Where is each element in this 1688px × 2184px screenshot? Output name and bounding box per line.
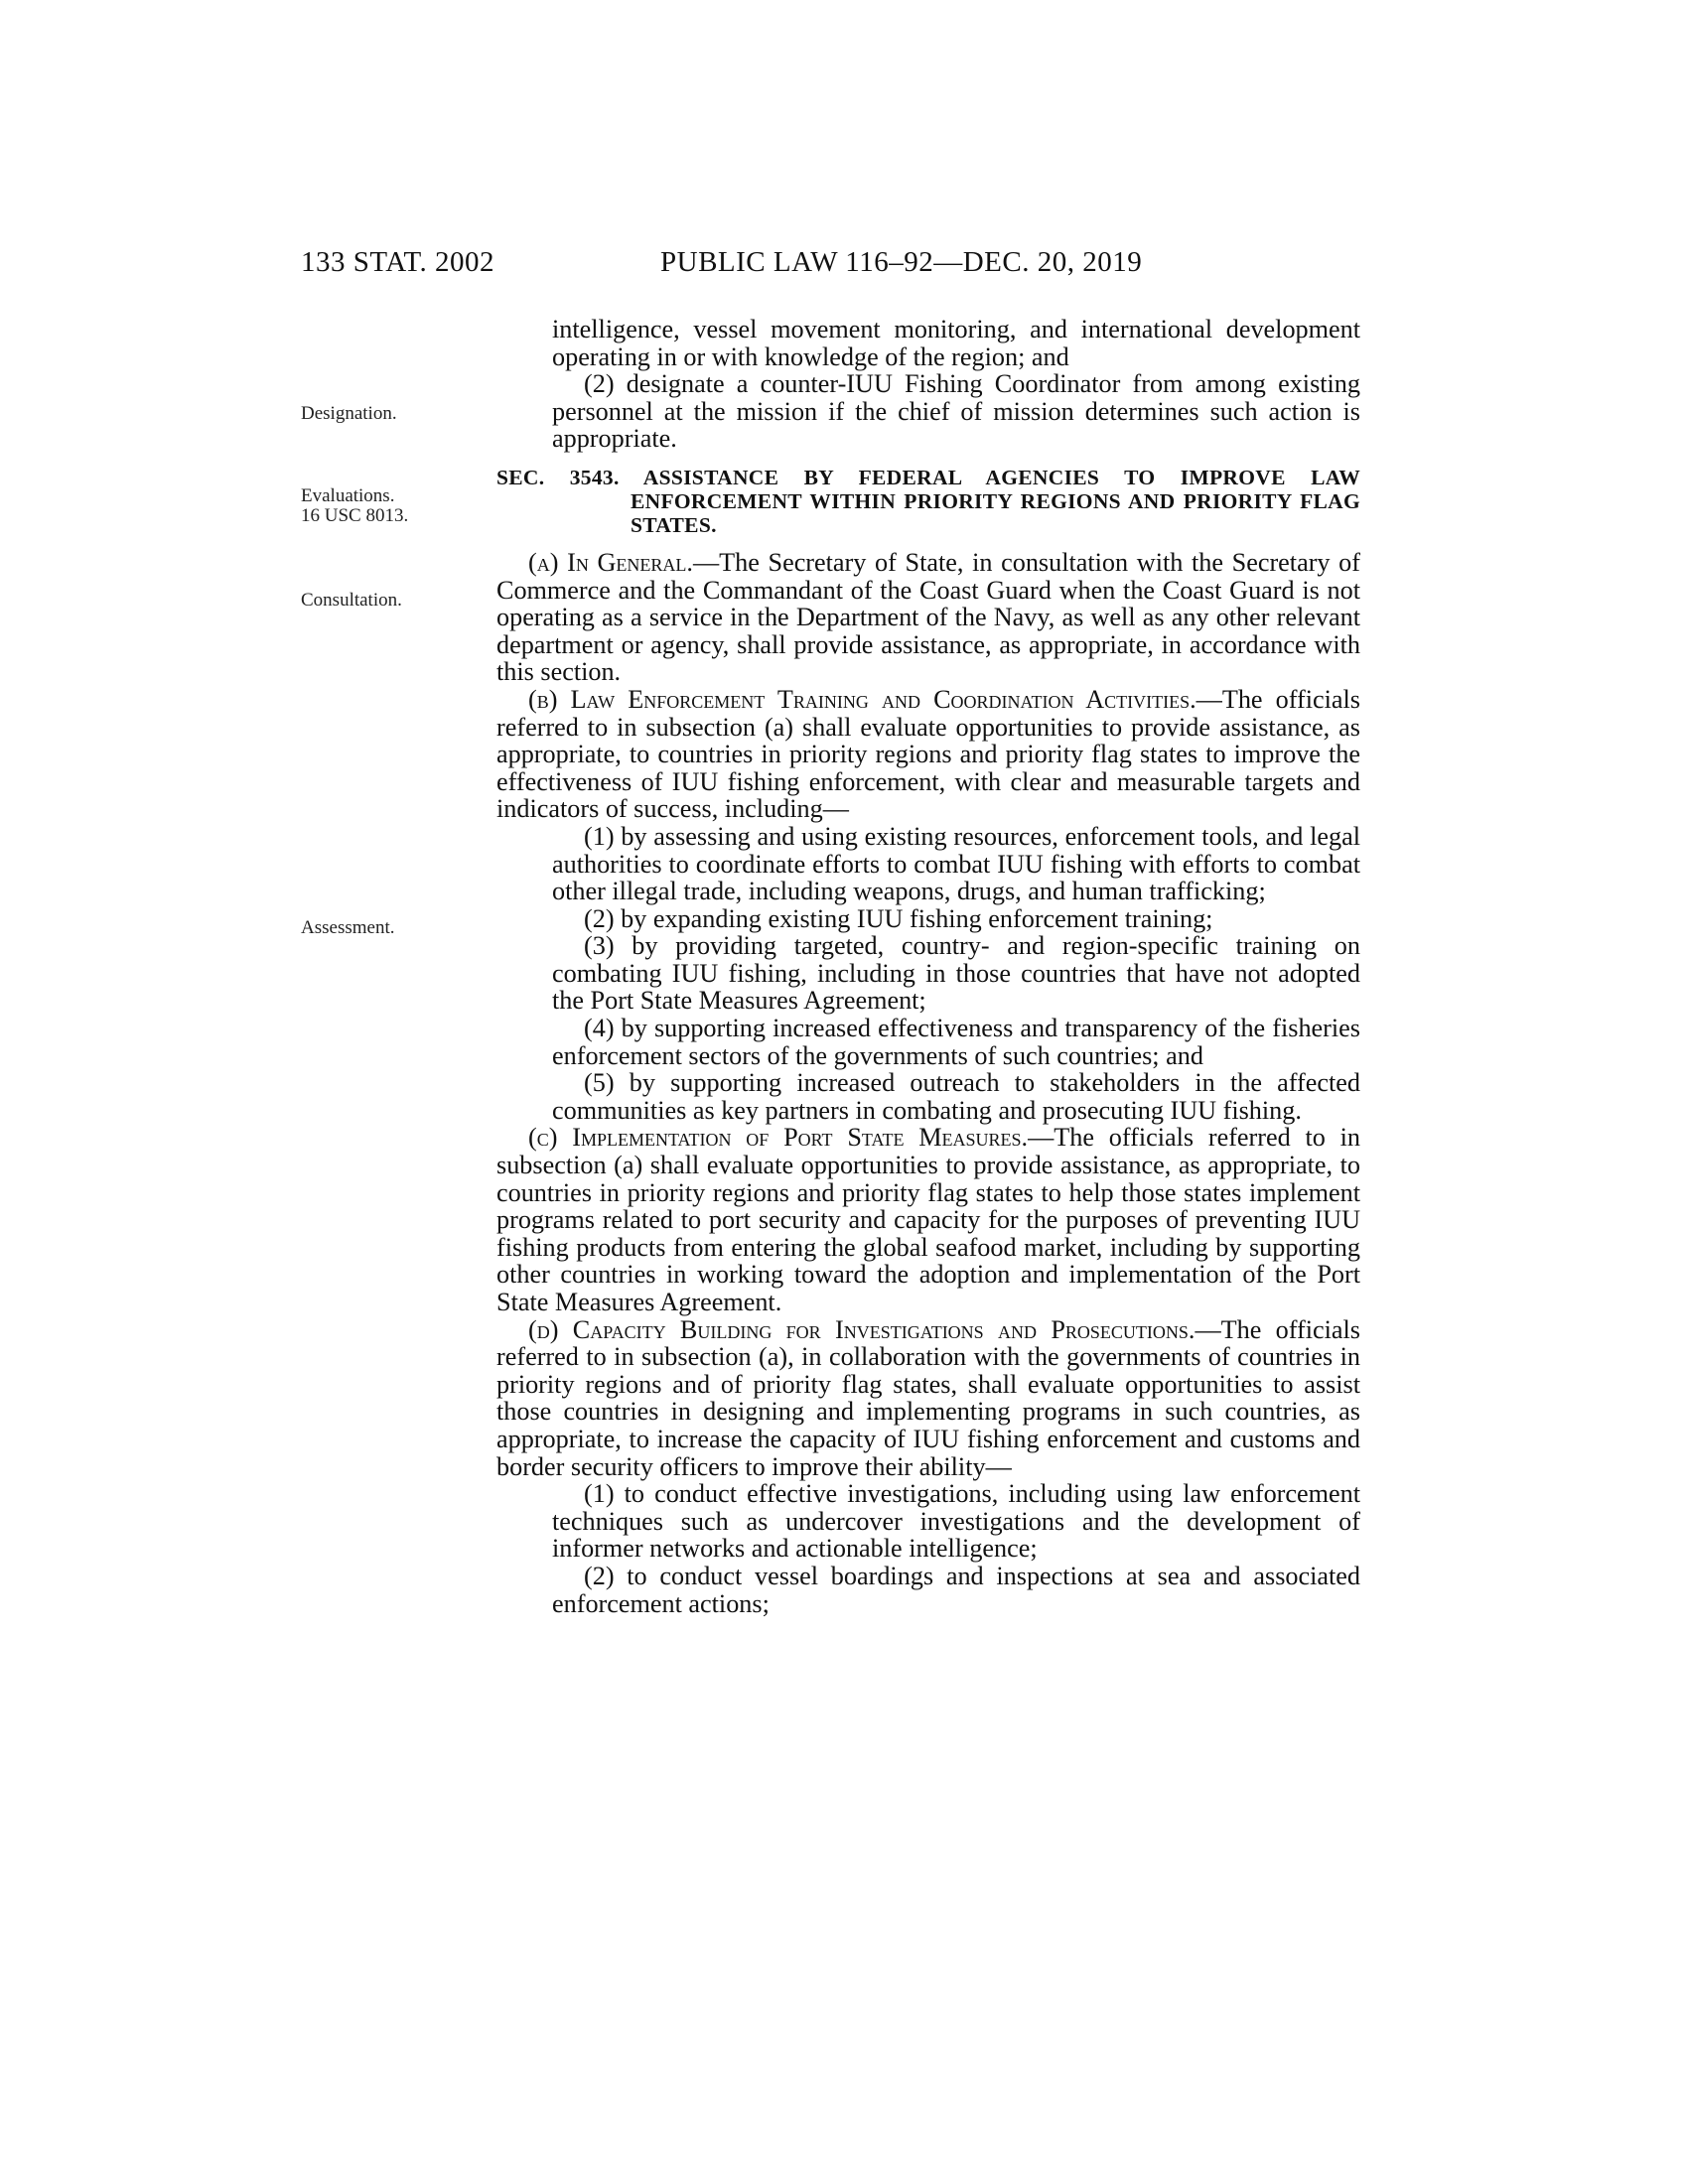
public-law-title: PUBLIC LAW 116–92—DEC. 20, 2019 <box>660 246 1143 278</box>
subsection-a-text: —The Secretary of State, in consultation with the Secretary of Commerce and the Commandant of the Coast Guard when the Coast Guard is not operating as a service in the Department of the Navy, as well as any other relevant department or agency, shall provide assistance, as appropriate, in accordance with this section. <box>496 547 1360 687</box>
subsection-d-label: (d) Capacity Building for Investigations and Prosecutions. <box>528 1314 1196 1344</box>
paragraph-2: (2) designate a counter-IUU Fishing Coordinator from among existing personnel at the mission if the chief of mission determines such action is appropriate. <box>552 369 1360 454</box>
subsection-b <box>496 686 1360 823</box>
subsection-d-item-1: (1) to conduct effective investigations, including using law enforcement techniques such as undercover investigations and the development of informer networks and actionable intelligence; <box>552 1479 1360 1564</box>
margin-note-usc: 16 USC 8013. <box>301 505 409 526</box>
subsection-b-item-5: (5) by supporting increased outreach to stakeholders in the affected communities as key partners in combating and prosecuting IUU fishing. <box>552 1068 1360 1125</box>
margin-note-consultation: Consultation. <box>301 590 402 611</box>
subsection-b-item-1: (1) by assessing and using existing resources, enforcement tools, and legal authorities to coordinate efforts to combat IUU fishing with efforts to combat other illegal trade, including weapons, drugs, and human trafficking; <box>552 821 1360 906</box>
section-heading: SEC. 3543. ASSISTANCE BY FEDERAL AGENCIES TO IMPROVE LAW ENFORCEMENT WITHIN PRIORITY REGIONS AND PRIORITY FLAG STATES. <box>496 465 1360 537</box>
subsection-b-item-4: (4) by supporting increased effectiveness and transparency of the fisheries enforcement sectors of the governments of such countries; and <box>552 1014 1360 1070</box>
subsection-c-text: —The officials referred to in subsection (a) shall evaluate opportunities to provide assistance, as appropriate, to countries in priority regions and priority flag states to help those states implement programs related to port security and capacity for the purposes of preventing IUU fishing products from entering the global seafood market, including by supporting other countries in working toward the adoption and implementation of the Port State Measures Agreement. <box>496 1123 1361 1316</box>
margin-note-evaluations: Evaluations. <box>301 485 395 506</box>
subsection-b-item-3: (3) by providing targeted, country- and region-specific training on combating IUU fishing, including in those countries that have not adopted the Port State Measures Agreement; <box>552 931 1360 1016</box>
subsection-d-text: —The officials referred to in subsection (a), in collaboration with the governments of countries in priority regions and of priority flag states, shall evaluate opportunities to assist those countries in designing and implementing programs in such countries, as appropriate, to increase the capacity of IUU fishing enforcement and customs and border security officers to improve their ability— <box>496 1314 1360 1481</box>
subsection-b-text: —The officials referred to in subsection (a) shall evaluate opportunities to provide assistance, as appropriate, to countries in priority regions and priority flag states to improve the effectiveness of IUU fishing enforcement, with clear and measurable targets and indicators of success, including— <box>496 684 1360 824</box>
page-header <box>0 246 1688 286</box>
statute-page-number: 133 STAT. 2002 <box>301 246 495 278</box>
margin-note-assessment: Assessment. <box>301 917 395 938</box>
subsection-d-item-2: (2) to conduct vessel boardings and inspections at sea and associated enforcement actions; <box>552 1561 1360 1618</box>
margin-note-designation: Designation. <box>301 403 397 424</box>
subsection-c <box>496 1124 1360 1315</box>
subsection-a <box>496 549 1360 686</box>
subsection-d <box>496 1316 1360 1481</box>
paragraph-continuation: intelligence, vessel movement monitoring, and international development operating in or with knowledge of the region; and <box>552 315 1360 371</box>
subsection-a-label: (a) In General. <box>528 547 693 577</box>
document-body <box>496 316 1360 1617</box>
subsection-c-label: (c) Implementation of Port State Measures. <box>528 1123 1029 1153</box>
subsection-b-label: (b) Law Enforcement Training and Coordination Activities. <box>528 684 1196 714</box>
subsection-b-item-2: (2) by expanding existing IUU fishing enforcement training; <box>584 903 1213 933</box>
